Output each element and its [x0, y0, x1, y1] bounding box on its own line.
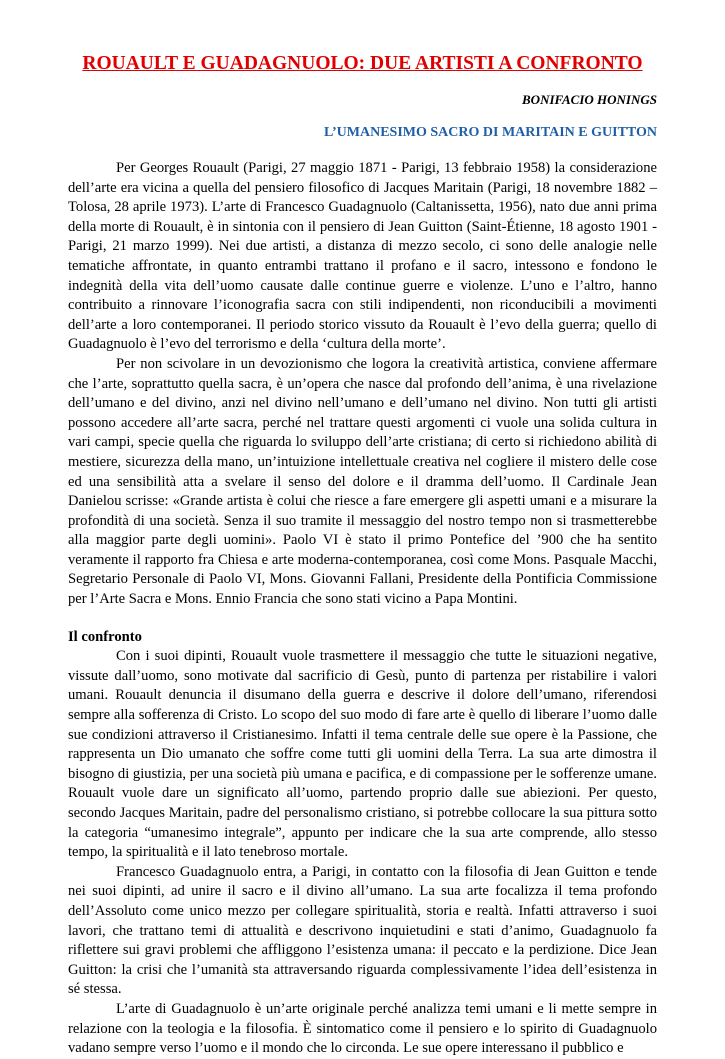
article-body — [68, 159, 657, 1059]
paragraph-confronto-1: Con i suoi dipinti, Rouault vuole trasmettere il messaggio che tutte le situazioni negative, vissute dall’uomo, sono motivate dal sacrificio di Gesù, punto di partenza per ristabilire i valori umani. Rouault denuncia il disumano della guerra e descrive il dolore dell’umano, riferendosi sempre alla sofferenza di Cristo. Lo scopo del suo modo di fare arte è quello di liberare l’uomo dalle sue condizioni attraverso il Cristianesimo. Infatti il tema centrale delle sue opere è la Passione, che rappresenta un Dio umanato che soffre come tutti gli uomini della Terra. La sua arte dimostra il bisogno di giustizia, per una società più umana e pacifica, e di compassione per le sofferenze umane. Rouault vuole dare un significato all’uomo, partendo proprio dalle sue abiezioni. Per questo, secondo Jacques Maritain, padre del personalismo cristiano, si potrebbe collocare la sua pittura sotto la categoria “umanesimo integrale”, appunto per indicare che la sua arte comprende, allo stesso tempo, la spiritualità e il lato tenebroso mortale. — [68, 648, 657, 861]
author-name: BONIFACIO HONINGS — [522, 92, 657, 107]
section-subtitle: L’UMANESIMO SACRO DI MARITAIN E GUITTON — [323, 125, 657, 140]
section-heading-confronto: Il confronto — [68, 628, 142, 645]
paragraph-intro-2: Per non scivolare in un devozionismo che logora la creatività artistica, conviene affermare che l’arte, soprattutto quella sacra, è un’opera che nasce dal profondo dell’anima, è una rivelazione dell’umano e del divino, anzi nel divino nell’umano e dell’umano nel divino. Non tutti gli artisti possono accedere all’arte sacra, perché nel trattare questi argomenti ci vuole una solida cultura in vari campi, specie quella che riguarda lo sviluppo dell’arte cristiana; di certo si richiedono abilità di mestiere, sicurezza della mano, un’intuizione intellettuale creativa nel cogliere il mistero delle cose ed una sensibilità atta a svelare il senso del dolore e il dramma dell’uomo. Il Cardinale Jean Danielou scrisse: «Grande artista è colui che riesce a fare emergere gli aspetti umani e a misurare la profondità di una società. Senza il suo tramite il messaggio del nostro tempo non si trasmetterebbe alla maggior parte degli uomini». Paolo VI è stato il primo Pontefice del ’900 che ha sentito veramente il rapporto fra Chiesa e arte moderna-contemporanea, così come Mons. Pasquale Macchi, Segretario Personale di Paolo VI, Mons. Giovanni Fallani, Presidente della Pontificia Commissione per l’Arte Sacra e Mons. Ennio Francia che sono stati vicino a Papa Montini. — [68, 355, 657, 608]
paragraph-confronto-3: L’arte di Guadagnuolo è un’arte originale perché analizza temi umani e li mette sempre in relazione con la teologia e la filosofia. È sintomatico come il pensiero e lo spirito di Guadagnuolo vadano sempre verso l’uomo e il mondo che lo circonda. Le sue opere interessano il pubblico e — [68, 1000, 657, 1057]
document-title: ROUAULT E GUADAGNUOLO: DUE ARTISTI A CONFRONTO — [82, 53, 643, 74]
paragraph-confronto-2: Francesco Guadagnuolo entra, a Parigi, in contatto con la filosofia di Jean Guitton e tende nei suoi dipinti, ad unire il sacro e il divino all’umano. La sua arte focalizza il tema profondo dell’Assoluto come unico mezzo per collegare spiritualità, storia e realtà. Infatti attraverso i suoi lavori, che trattano temi di attualità e descrivono inquietudini e stati d’animo, Guadagnuolo fa riflettere sui gravi problemi che affliggono l’esistenza umana: il peccato e la perdizione. Dice Jean Guitton: la crisi che l’umanità sta attraversando riguarda complessivamente l’idea dell’esistenza in sé stessa. — [68, 863, 657, 998]
paragraph-intro-1: Per Georges Rouault (Parigi, 27 maggio 1871 - Parigi, 13 febbraio 1958) la considerazione dell’arte era vicina a quella del pensiero filosofico di Jacques Maritain (Parigi, 18 novembre 1882 – Tolosa, 28 aprile 1973). L’arte di Francesco Guadagnuolo (Caltanissetta, 1956), nato due anni prima della morte di Rouault, è in sintonia con il pensiero di Jean Guitton (Saint-Étienne, 18 agosto 1901 - Parigi, 21 marzo 1999). Nei due artisti, a distanza di mezzo secolo, ci sono delle analogie nelle tematiche affrontate, in quanto entrambi trattano il profano e il sacro, intessono e fondono le indegnità della vita dell’uomo causate dalle continue guerre e violenze. L’uno e l’altro, hanno contribuito a rinnovare l’iconografia sacra con stili indipendenti, non riconducibili a movimenti dell’arte a loro contemporanei. Il periodo storico vissuto da Rouault è l’evo della guerra; quello di Guadagnuolo è l’evo del terrorismo e della ‘cultura della morte’. — [68, 160, 657, 353]
